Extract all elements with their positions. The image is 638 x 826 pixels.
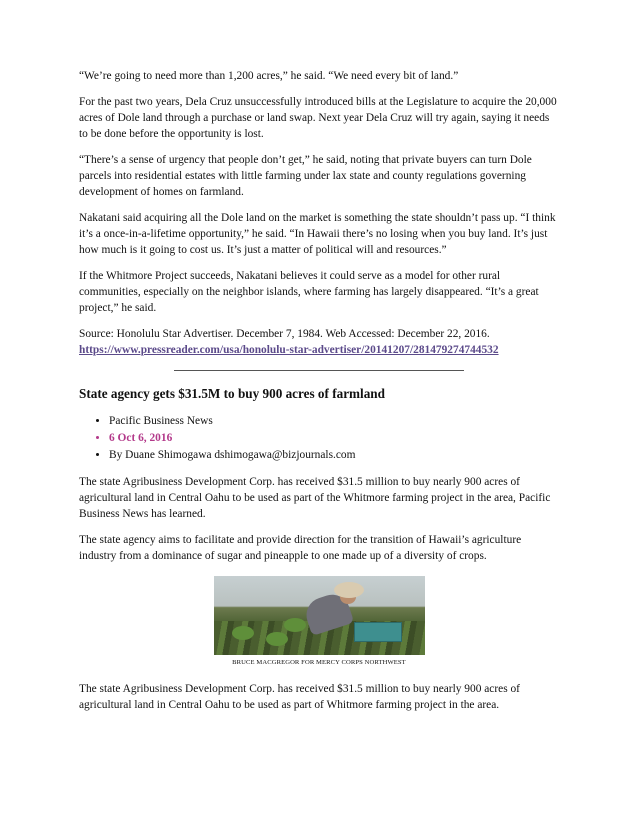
nakatani-paragraph: Nakatani said acquiring all the Dole land on the market is something the state shouldn’t pass up. “I think it’s a once-in-a-lifetime opportunity,” he said. “In Hawaii there’s no losing when you buy land. It’s just how much is it going to cost us. It’s just a matter of political will and resources.” <box>79 212 556 256</box>
plant-shape <box>284 618 306 632</box>
article-meta-list <box>79 413 559 464</box>
source-citation <box>79 326 559 358</box>
plant-shape <box>266 632 288 646</box>
plant-shape <box>232 626 254 640</box>
closing-paragraph: The state Agribusiness Development Corp. has received $31.5 million to buy nearly 900 acres of agricultural land in Central Oahu to be used as part of Whitmore farming project in the area. <box>79 683 520 711</box>
dela-cruz-paragraph: For the past two years, Dela Cruz unsuccessfully introduced bills at the Legislature to acquire the 20,000 acres of Dole land through a purchase or land swap. Next year Dela Cruz will try again, saying it needs to be done before the opportunity is lost. <box>79 96 557 140</box>
source-link[interactable]: https://www.pressreader.com/usa/honolulu-star-advertiser/20141207/281479274744532 <box>79 344 499 356</box>
article-paragraph-1: The state Agribusiness Development Corp. has received $31.5 million to buy nearly 900 acres of agricultural land in Central Oahu to be used as part of the Whitmore farming project in the area, Pacific Business News has learned. <box>79 476 551 520</box>
photo-caption: BRUCE MACGREGOR FOR MERCY CORPS NORTHWEST <box>232 659 406 666</box>
quote-paragraph: “We’re going to need more than 1,200 acres,” he said. “We need every bit of land.” <box>79 70 459 82</box>
farmer-hat <box>334 582 364 598</box>
source-text: Source: Honolulu Star Advertiser. December 7, 1984. Web Accessed: December 22, 2016. <box>79 328 490 340</box>
document-page <box>79 68 559 723</box>
publication-item: • Pacific Business News <box>109 413 559 430</box>
whitmore-paragraph: If the Whitmore Project succeeds, Nakatani believes it could serve as a model for other rural communities, especially on the neighbor islands, where farming has largely disappeared. “It’s a great project,” he said. <box>79 270 539 314</box>
farmer-photo <box>214 576 425 655</box>
section-divider <box>174 370 464 371</box>
date-item[interactable]: • 6 Oct 6, 2016 <box>109 430 559 447</box>
article-headline: State agency gets $31.5M to buy 900 acres of farmland <box>79 386 385 401</box>
produce-crate <box>354 622 402 642</box>
byline-item: • By Duane Shimogawa dshimogawa@bizjournals.com <box>109 447 559 464</box>
urgency-paragraph: “There’s a sense of urgency that people don’t get,” he said, noting that private buyers can turn Dole parcels into residential estates with little farming under lax state and county regulations governing development of homes on farmland. <box>79 154 532 198</box>
article-figure <box>79 576 559 667</box>
article-paragraph-2: The state agency aims to facilitate and provide direction for the transition of Hawaii’s agriculture industry from a dominance of sugar and pineapple to one made up of a diversity of crops. <box>79 534 522 562</box>
